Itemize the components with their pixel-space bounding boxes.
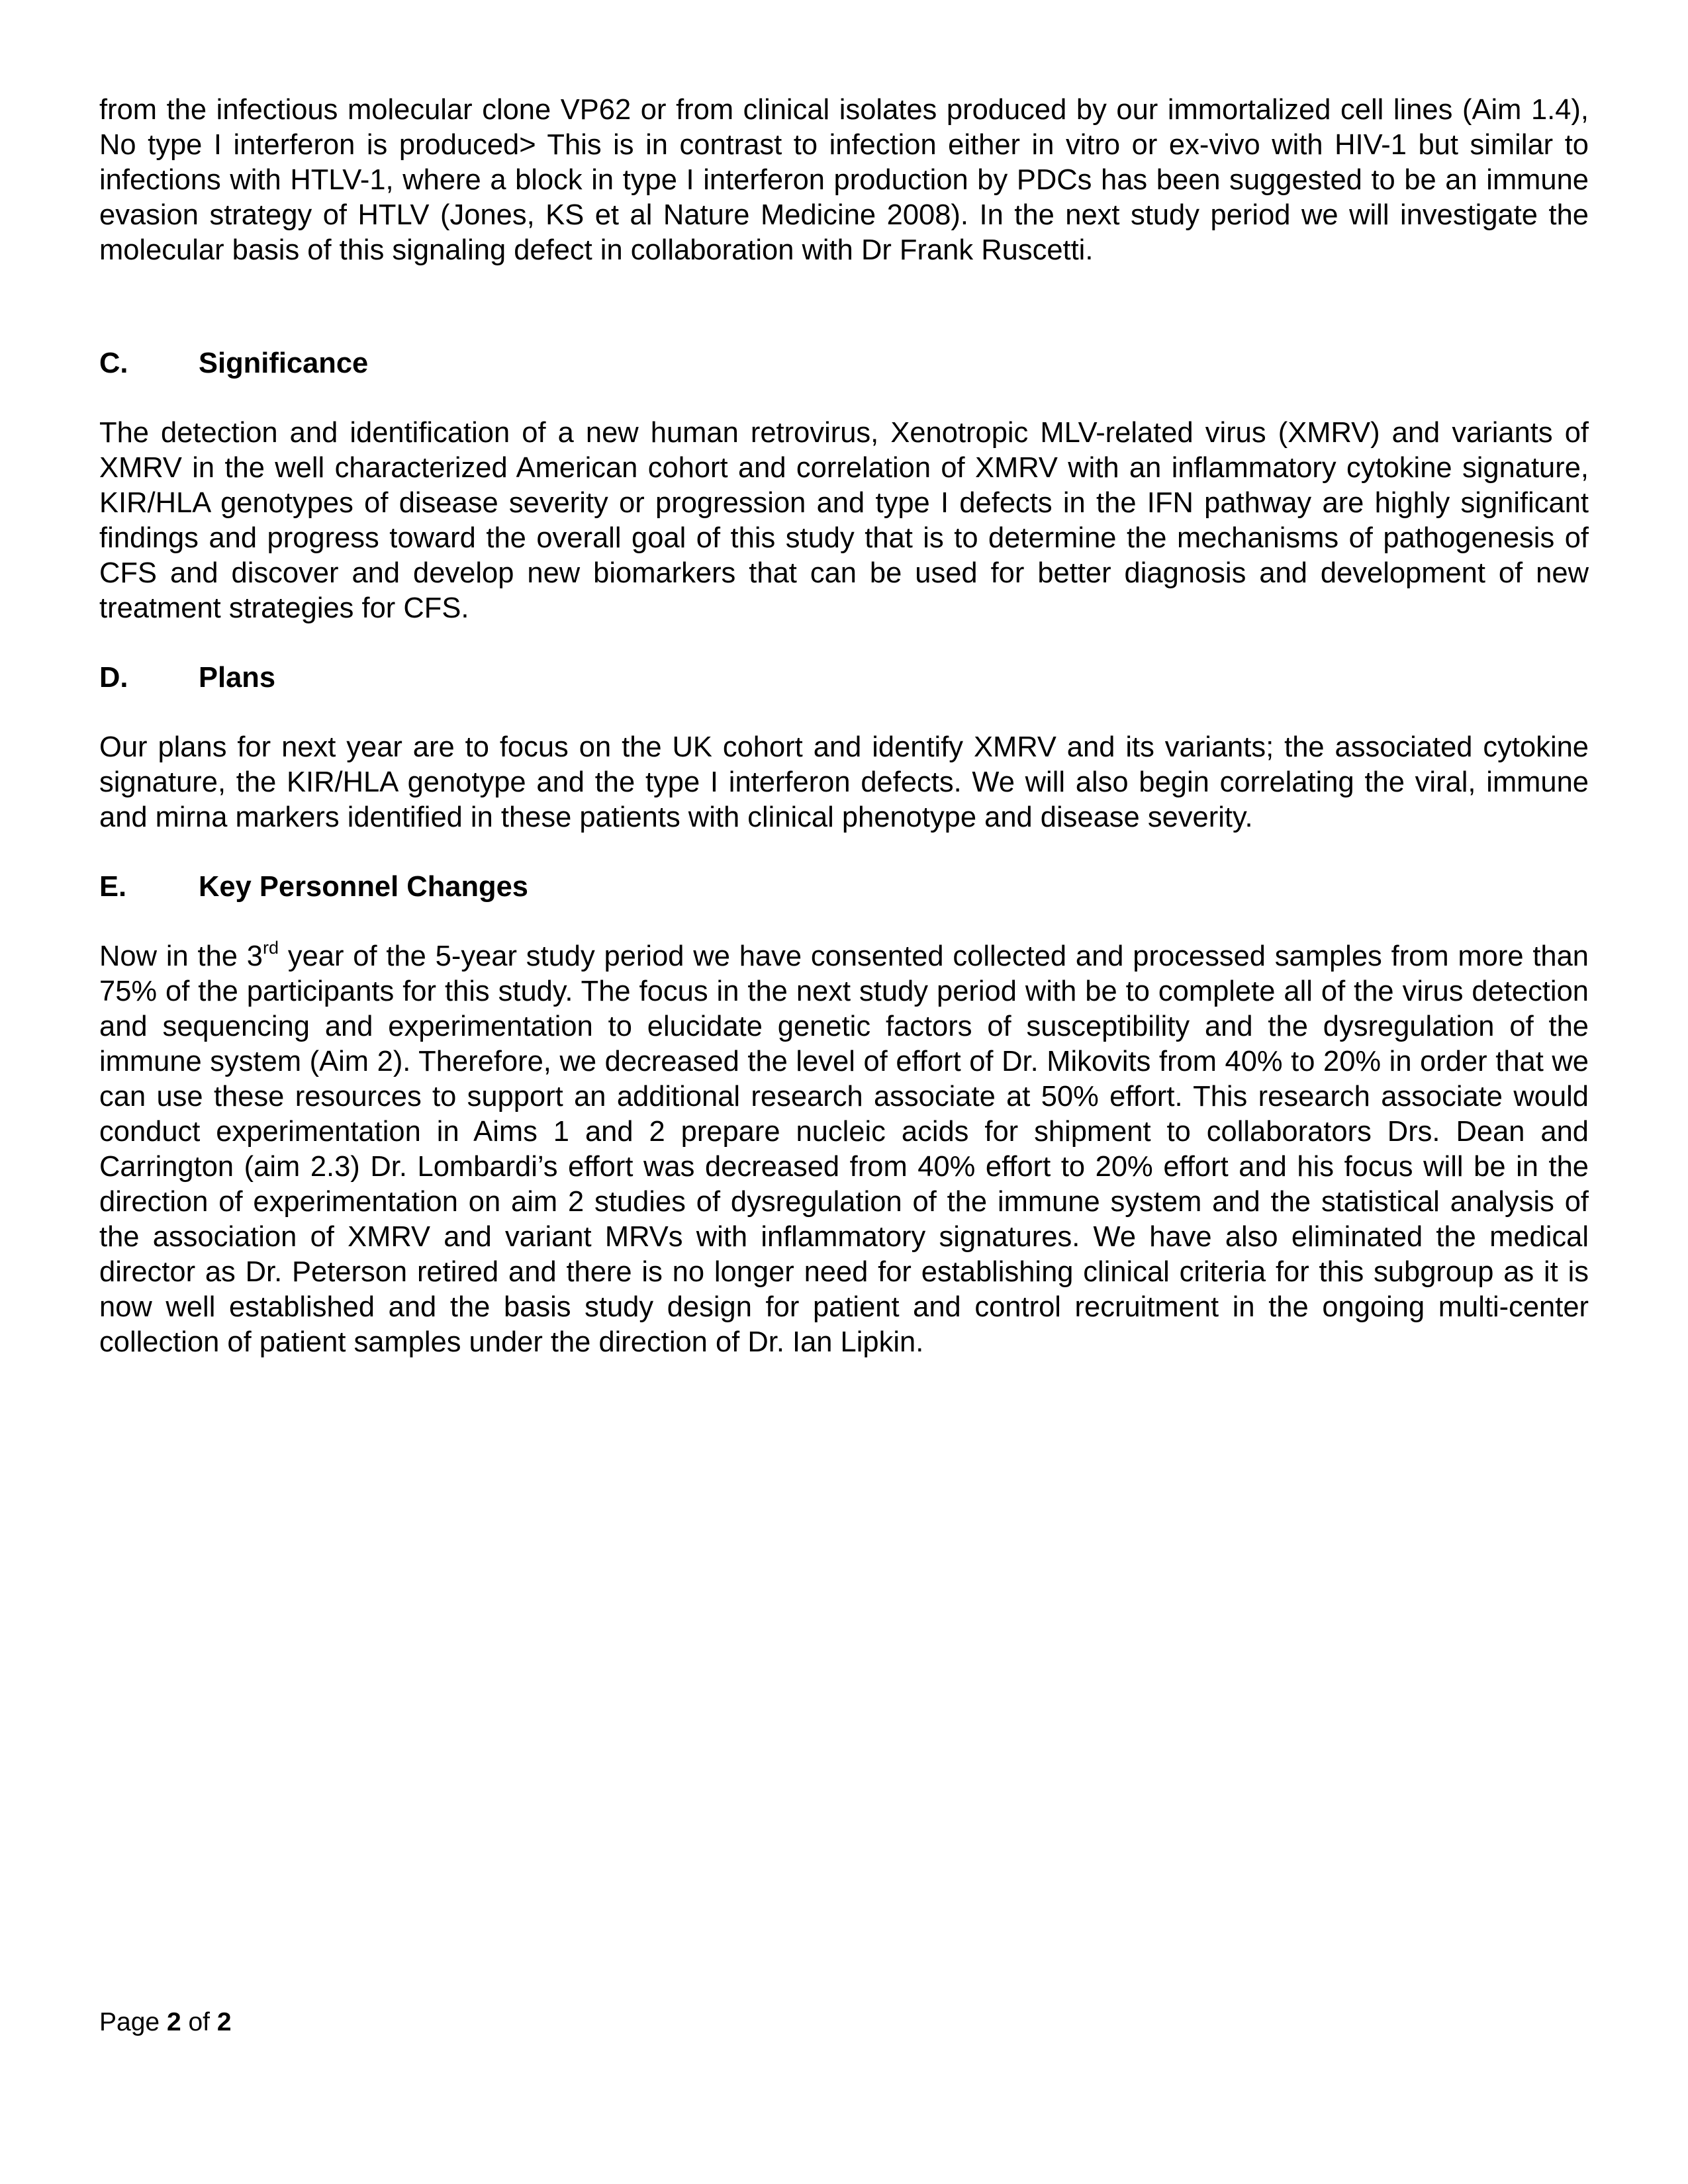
section-d-letter: D. [99,662,128,694]
section-c-body: The detection and identification of a new human retrovirus, Xenotropic MLV-related virus (XMRV) and variants of XMRV in the well characterized American cohort and correlation of XMRV with an inflammatory cytokine signature, KIR/HLA genotypes of disease severity or progression and type I defects in the IFN pathway are highly significant findings and progress toward the overall goal of this study that is to determine the mechanisms of pathogenesis of CFS and discover and develop new biomarkers that can be used for better diagnosis and development of new treatment strategies for CFS. [99,417,1589,624]
footer-of-word: of [188,2008,211,2036]
section-d-body: Our plans for next year are to focus on the UK cohort and identify XMRV and its variants; the associated cytokine signature, the KIR/HLA genotype and the type I interferon defects. We will also begin correlating the viral, immune and mirna markers identified in these patients with clinical phenotype and disease severity. [99,731,1589,833]
section-e-body [99,939,1589,1360]
section-e-body-lead: Now in the 3 [99,940,263,972]
section-d-heading [99,660,1589,696]
footer-page-word: Page [99,2008,160,2036]
section-e-title: Key Personnel Changes [199,871,528,903]
section-c-title: Significance [199,347,369,379]
section-d-title: Plans [199,662,276,694]
ordinal-suffix: rd [263,938,279,958]
document-page [99,93,1589,1360]
footer-total-pages: 2 [216,2008,232,2036]
section-e-heading [99,870,1589,905]
section-e-body-rest: year of the 5-year study period we have consented collected and processed samples from more than 75% of the participants for this study. The focus in the next study period with be to complete all of the virus detection and sequencing and experimentation to elucidate genetic factors of susceptibility and the dysregulation of the immune system (Aim 2). Therefore, we decreased the level of effort of Dr. Mikovits from 40% to 20% in order that we can use these resources to support an additional research associate at 50% effort. This research associate would conduct experimentation in Aims 1 and 2 prepare nucleic acids for shipment to collaborators Drs. Dean and Carrington (aim 2.3) Dr. Lombardi’s effort was decreased from 40% effort to 20% effort and his focus will be in the direction of experimentation on aim 2 studies of dysregulation of the immune system and the statistical analysis of the association of XMRV and variant MRVs with inflammatory signatures. We have also eliminated the medical director as Dr. Peterson retired and there is no longer need for establishing clinical criteria for this subgroup as it is now well established and the basis study design for patient and control recruitment in the ongoing multi-center collection of patient samples under the direction of Dr. Ian Lipkin. [99,940,1589,1358]
section-c-letter: C. [99,347,128,379]
footer-current-page: 2 [166,2008,181,2036]
intro-paragraph: from the infectious molecular clone VP62 or from clinical isolates produced by our immortalized cell lines (Aim 1.4), No type I interferon is produced> This is in contrast to infection either in vitro or ex-vivo with HIV-1 but similar to infections with HTLV-1, where a block in type I interferon production by PDCs has been suggested to be an immune evasion strategy of HTLV (Jones, KS et al Nature Medicine 2008). In the next study period we will investigate the molecular basis of this signaling defect in collaboration with Dr Frank Ruscetti. [99,94,1589,266]
section-e-letter: E. [99,871,127,903]
page-footer [99,2007,232,2038]
section-c-heading [99,346,1589,381]
